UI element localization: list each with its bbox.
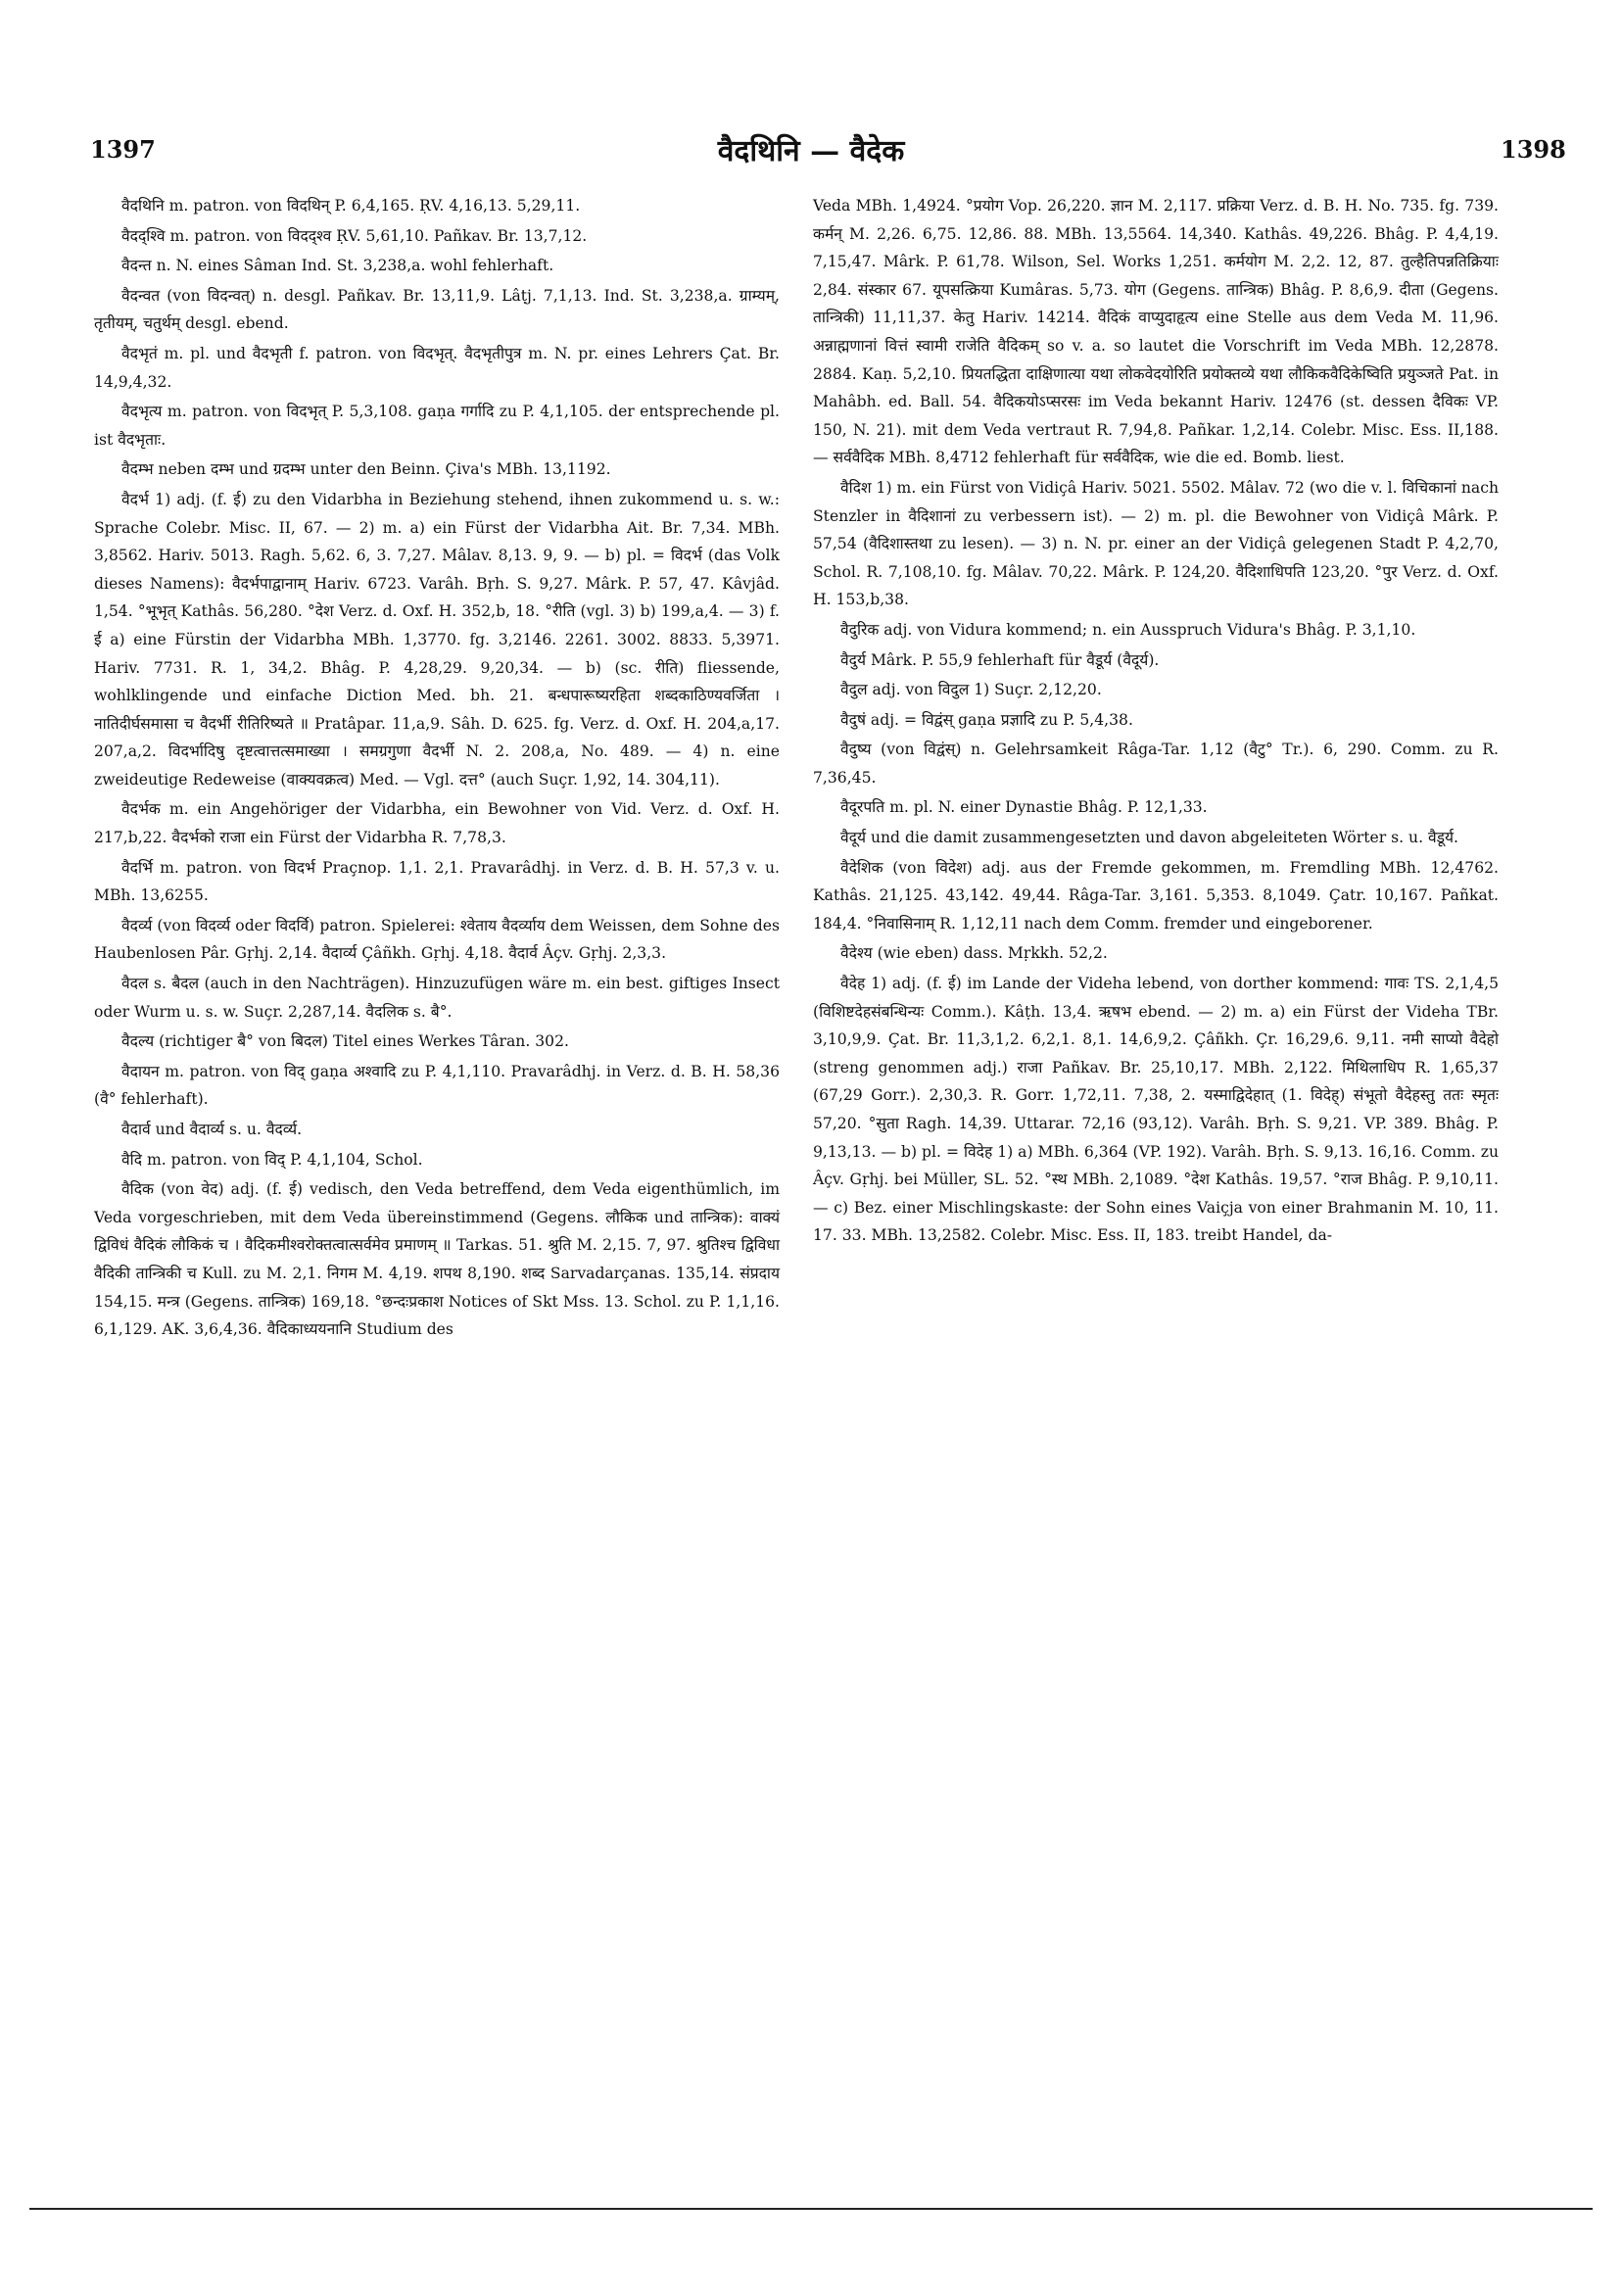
entry-vaidabhrta: वैदभृतं m. pl. und वैदभृती f. patron. von विदभृत्. वैदभृतीपुत्र m. N. pr. eines Lehrers Çat. Br. 14,9,4,32. <box>94 344 780 391</box>
entry-vaidurapati: वैदूरपति m. pl. N. einer Dynastie Bhâg. P. 12,1,33. <box>840 798 1208 817</box>
entry-vaidurya-2: वैदूर्य und die damit zusammengesetzten und davon abgeleiteten Wörter s. u. वैडूर्य. <box>840 829 1459 847</box>
entry-vaidika: वैदिक (von वेद) adj. (f. ई) vedisch, den Veda betreffend, dem Veda eigenthümlich, im Veda vorgeschrieben, mit dem Veda übereinstimmend (Gegens. लौकिक und तान्त्रिक): वाक्यं द्विविधं वैदिकं लौकिकं च । वैदिकमीश्वरोक्तत्वात्सर्वमेव प्रमाणम् ॥ Tarkas. 51. श्रुति M. 2,15. 7, 97. श्रुतिश्च द्विविधा वैदिकी तान्त्रिकी च Kull. zu M. 2,1. निगम M. 4,19. शपथ 8,190. शब्द Sarvadarçanas. 135,14. संप्रदाय 154,15. मन्त्र (Gegens. तान्त्रिक) 169,18. °छन्दःप्रकाश Notices of Skt Mss. 13. Schol. zu P. 1,1,16. 6,1,129. AK. 3,6,4,36. वैदिकाध्ययनानि Studium des <box>94 1180 780 1339</box>
footer-rule <box>29 2208 1593 2210</box>
entry-vaidisha: वैदिश 1) m. ein Fürst von Vidiçâ Hariv. 5021. 5502. Mâlav. 72 (wo die v. l. विचिकानां nach Stenzler in वैदिशानां zu verbessern ist). — 2) m. pl. die Bewohner von Vidiçâ Mârk. P. 57,54 (वैदिशास्तथा zu lesen). — 3) n. N. pr. einer an der Vidiçâ gelegenen Stadt P. 4,2,70, Schol. R. 7,108,10. fg. Mâlav. 70,22. Mârk. P. 124,20. वैदिशाधिपति 123,20. °पुर Verz. d. Oxf. H. 153,b,38. <box>813 478 1499 609</box>
entry-vaideha: वैदेह 1) adj. (f. ई) im Lande der Videha lebend, von dorther kommend: गावः TS. 2,1,4,5 (विशिष्टदेहसंबन्धिन्यः Comm.). Kâṭh. 13,4. ऋषभ ebend. — 2) m. a) ein Fürst der Videha TBr. 3,10,9,9. Çat. Br. 11,3,1,2. 6,2,1. 8,1. 14,6,9,2. Çâñkh. Çr. 16,29,6. 9,11. नमी साप्यो वैदेहो (streng genommen adj.) राजा Pañkav. Br. 25,10,17. MBh. 2,122. मिथिलाधिप R. 1,65,37 (67,29 Gorr.). 2,30,3. R. Gorr. 1,72,11. 7,38, 2. यस्माद्विदेहात् (1. विदेह्) संभूतो वैदेहस्तु ततः स्मृतः 57,20. °सुता Ragh. 14,39. Uttarar. 72,16 (93,12). Varâh. Bṛh. S. 9,21. VP. 389. Bhâg. P. 9,13,13. — b) pl. = विदेह 1) a) MBh. 6,364 (VP. 192). Varâh. Bṛh. S. 9,13. 16,16. Comm. zu Âçv. Gṛhj. bei Müller, SL. 52. °स्थ MBh. 2,1089. °देश Kathâs. 19,57. °राज Bhâg. P. 9,10,11. — c) Bez. einer Mischlingskaste: der Sohn eines Vaiçja von einer Brahmanin M. 10, 11. 17. 33. MBh. 13,2582. Colebr. Misc. Ess. II, 183. treibt Handel, da- <box>813 975 1499 1245</box>
entry-vaidanta: वैदन्त n. N. eines Sâman Ind. St. 3,238,a. wohl fehlerhaft. <box>121 257 554 275</box>
entry-vaidula: वैदुल adj. von विदुल 1) Suçr. 2,12,20. <box>840 681 1102 699</box>
entry-vaideshya: वैदेश्य (wie eben) dass. Mṛkkh. 52,2. <box>840 944 1108 963</box>
entry-vaideshika: वैदेशिक (von विदेश) adj. aus der Fremde gekommen, m. Fremdling MBh. 12,4762. Kathâs. 21,125. 43,142. 49,44. Râga-Tar. 3,161. 5,353. 8,1049. Çatr. 10,167. Pañkat. 184,4. °निवासिनाम् R. 1,12,11 nach dem Comm. fremder und eingeborener. <box>813 858 1499 933</box>
entry-vaidurika: वैदुरिक adj. von Vidura kommend; n. ein Ausspruch Vidura's Bhâg. P. 3,1,10. <box>840 620 1416 639</box>
entry-vaidarva: वैदार्व und वैदार्व्य s. u. वैदर्व्य. <box>121 1121 303 1138</box>
entry-vaidambha: वैदम्भ neben दम्भ und ग्रदम्भ unter den Beinn. Çiva's MBh. 13,1192. <box>121 460 611 479</box>
entry-vaidala: वैदल s. बैदल (auch in den Nachträgen). Hinzuzufügen wäre m. ein best. giftiges Insect oder Wurm u. s. w. Suçr. 2,287,14. वैदलिक s. बै°. <box>94 975 780 1021</box>
entry-vaidurya: वैदुर्य Mârk. P. 55,9 fehlerhaft für वैडूर्य (वैदूर्य). <box>840 650 1160 669</box>
right-column <box>813 192 1499 1252</box>
entry-vaidusha: वैदुषं adj. = विद्वंस् gaṇa प्रज्ञादि zu P. 5,4,38. <box>840 710 1133 729</box>
entry-vaidi: वैदि m. patron. von विद् P. 4,1,104, Schol. <box>121 1150 423 1169</box>
entry-vaidayana: वैदायन m. patron. von विद् gaṇa अश्वादि zu P. 4,1,110. Pravarâdhj. in Verz. d. B. H. 58,36 (वै° fehlerhaft). <box>94 1062 780 1109</box>
running-head: वैदथिनि — वैदेक <box>717 134 905 168</box>
entry-vaidika-continued: Veda MBh. 1,4924. °प्रयोग Vop. 26,220. ज्ञान M. 2,117. प्रक्रिया Verz. d. B. H. No. 735. fg. 739. कर्मन् M. 2,26. 6,75. 12,86. 88. MBh. 13,5564. 14,340. Kathâs. 49,226. Bhâg. P. 4,4,19. 7,15,47. Mârk. P. 61,78. Wilson, Sel. Works 1,251. कर्मयोग M. 2,2. 12, 87. तुल्हैतिपन्नतिक्रियाः 2,84. संस्कार 67. यूपसत्क्रिया Kumâras. 5,73. योग (Gegens. तान्त्रिक) Bhâg. P. 8,6,9. दीता (Gegens. तान्त्रिकी) 11,11,37. केतु Hariv. 14214. वैदिकं वाप्युदाहृत्य eine Stelle aus dem Veda M. 11,96. अन्नाह्मणानां वित्तं स्वामी राजेति वैदिकम् so v. a. so lautet die Vorschrift im Veda MBh. 12,2878. 2884. Kaṇ. 5,2,10. प्रियतद्धिता दाक्षिणात्या यथा लोकवेदयोरिति प्रयोक्तव्ये यथा लौकिकवैदिकेष्विति प्रयुञ्जते Pat. in Mahâbh. ed. Ball. 54. वैदिकयोऽप्सरसः im Veda bekannt Hariv. 12476 (st. dessen दैविकः VP. 150, N. 21). mit dem Veda vertraut R. 7,94,8. Pañkar. 1,2,14. Colebr. Misc. Ess. II,188. — सर्ववैदिक MBh. 8,4712 fehlerhaft für सर्ववैदिक, wie die ed. Bomb. liest. <box>813 197 1499 467</box>
entry-vaidabhrtya: वैदभृत्य m. patron. von विदभृत् P. 5,3,108. gaṇa गर्गादि zu P. 4,1,105. der entsprechende pl. ist वैदभृताः. <box>94 403 780 449</box>
entry-vaidanvata: वैदन्वत (von विदन्वत्) n. desgl. Pañkav. Br. 13,11,9. Lâṭj. 7,1,13. Ind. St. 3,238,a. ग्राम्यम्, तृतीयम्, चतुर्थम् desgl. ebend. <box>94 286 780 333</box>
entry-vaidadashvi: वैदद्श्वि m. patron. von विदद्श्व ṚV. 5,61,10. Pañkav. Br. 13,7,12. <box>121 226 588 245</box>
entry-vaidushya: वैदुष्य (von विद्वंस्) n. Gelehrsamkeit Râga-Tar. 1,12 (वैटु° Tr.). 6, 290. Comm. zu R. 7,36,45. <box>813 741 1499 787</box>
entry-vaidarbhi: वैदर्भि m. patron. von विदर्भ Praçnop. 1,1. 2,1. Pravarâdhj. in Verz. d. B. H. 57,3 v. u. MBh. 13,6255. <box>94 858 780 905</box>
entry-vaidathini: वैदथिनि m. patron. von विदथिन् P. 6,4,165. ṚV. 4,16,13. 5,29,11. <box>121 197 581 215</box>
entry-vaidarbhaka: वैदर्भक m. ein Angehöriger der Vidarbha, ein Bewohner von Vid. Verz. d. Oxf. H. 217,b,22. वैदर्भको राजा ein Fürst der Vidarbha R. 7,78,3. <box>94 800 780 847</box>
entry-vaidarbha: वैदर्भ 1) adj. (f. ई) zu den Vidarbha in Beziehung stehend, ihnen zukommend u. s. w.: Sprache Colebr. Misc. II, 67. — 2) m. a) ein Fürst der Vidarbha Ait. Br. 7,34. MBh. 3,8562. Hariv. 5013. Ragh. 5,62. 6, 3. 7,27. Mâlav. 8,13. 9, 9. — b) pl. = विदर्भ (das Volk dieses Namens): वैदर्भपाद्वानाम् Hariv. 6723. Varâh. Bṛh. S. 9,27. Mârk. P. 57, 47. Kâvjâd. 1,54. °भूभृत् Kathâs. 56,280. °देश Verz. d. Oxf. H. 352,b, 18. °रीति (vgl. 3) b) 199,a,4. — 3) f. ई a) eine Fürstin der Vidarbha MBh. 1,3770. fg. 3,2146. 2261. 3002. 8833. 5,3971. Hariv. 7731. R. 1, 34,2. Bhâg. P. 4,28,29. 9,20,34. — b) (sc. रीति) fliessende, wohlklingende und einfache Diction Med. bh. 21. बन्धपारूष्यरहिता शब्दकाठिण्यवर्जिता । नातिदीर्घसमासा च वैदर्भी रीतिरिष्यते ॥ Pratâpar. 11,a,9. Sâh. D. 625. fg. Verz. d. Oxf. H. 204,a,17. 207,a,2. विदर्भादिषु दृष्टत्वात्तत्समाख्या । समग्रगुणा वैदर्भी N. 2. 208,a, No. 489. — 4) n. eine zweideutige Redeweise (वाक्यवक्रत्व) Med. — Vgl. दत्त° (auch Suçr. 1,92, 14. 304,11). <box>94 490 780 789</box>
page-number-right: 1398 <box>1501 135 1566 164</box>
left-column <box>94 192 780 1346</box>
page-number-left: 1397 <box>90 135 156 164</box>
entry-vaidarvya: वैदर्व्य (von विदर्व्य oder विदर्वि) patron. Spielerei: श्वेताय वैदर्व्याय dem Weissen, dem Sohne des Haubenlosen Pâr. Gṛhj. 2,14. वैदार्व्य Çâñkh. Gṛhj. 4,18. वैदार्व Âçv. Gṛhj. 2,3,3. <box>94 916 780 963</box>
entry-vaidalya: वैदल्य (richtiger बै° von बिदल) Titel eines Werkes Târan. 302. <box>121 1032 569 1051</box>
